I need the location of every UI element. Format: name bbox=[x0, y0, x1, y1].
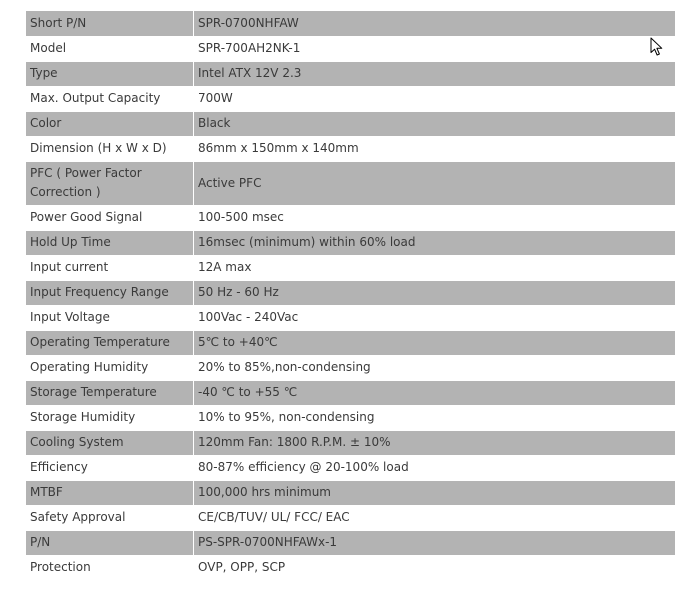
spec-table bbox=[26, 11, 675, 581]
spec-label: Input Voltage bbox=[26, 305, 194, 330]
spec-label: Storage Temperature bbox=[26, 380, 194, 405]
spec-value: SPR-700AH2NK-1 bbox=[194, 36, 676, 61]
table-row bbox=[26, 230, 675, 255]
spec-label: Protection bbox=[26, 555, 194, 580]
spec-value: OVP, OPP, SCP bbox=[194, 555, 676, 580]
spec-label: Input Frequency Range bbox=[26, 280, 194, 305]
spec-label: Safety Approval bbox=[26, 505, 194, 530]
table-row bbox=[26, 255, 675, 280]
spec-label: Efficiency bbox=[26, 455, 194, 480]
spec-value: PS-SPR-0700NHFAWx-1 bbox=[194, 530, 676, 555]
spec-value: 100Vac - 240Vac bbox=[194, 305, 676, 330]
table-row bbox=[26, 330, 675, 355]
table-row bbox=[26, 161, 675, 205]
spec-label: PFC ( Power Factor Correction ) bbox=[26, 161, 194, 205]
table-row bbox=[26, 430, 675, 455]
arrow-pointer-icon bbox=[650, 37, 664, 57]
spec-value: CE/CB/TUV/ UL/ FCC/ EAC bbox=[194, 505, 676, 530]
table-row bbox=[26, 455, 675, 480]
table-row bbox=[26, 136, 675, 161]
spec-label: Input current bbox=[26, 255, 194, 280]
spec-label: Type bbox=[26, 61, 194, 86]
spec-label: Model bbox=[26, 36, 194, 61]
spec-value: 80-87% efficiency @ 20-100% load bbox=[194, 455, 676, 480]
table-row bbox=[26, 205, 675, 230]
spec-label: Power Good Signal bbox=[26, 205, 194, 230]
spec-label: Storage Humidity bbox=[26, 405, 194, 430]
spec-value: 12A max bbox=[194, 255, 676, 280]
spec-label: Short P/N bbox=[26, 11, 194, 36]
spec-value: 16msec (minimum) within 60% load bbox=[194, 230, 676, 255]
spec-value: 5℃ to +40℃ bbox=[194, 330, 676, 355]
spec-label: P/N bbox=[26, 530, 194, 555]
table-row bbox=[26, 305, 675, 330]
spec-label: MTBF bbox=[26, 480, 194, 505]
spec-value: 86mm x 150mm x 140mm bbox=[194, 136, 676, 161]
table-row bbox=[26, 480, 675, 505]
spec-value: -40 ℃ to +55 ℃ bbox=[194, 380, 676, 405]
table-row bbox=[26, 86, 675, 111]
spec-value: 120mm Fan: 1800 R.P.M. ± 10% bbox=[194, 430, 676, 455]
spec-value: 10% to 95%, non-condensing bbox=[194, 405, 676, 430]
table-row bbox=[26, 111, 675, 136]
spec-value: SPR-0700NHFAW bbox=[194, 11, 676, 36]
spec-value: 100,000 hrs minimum bbox=[194, 480, 676, 505]
table-row bbox=[26, 555, 675, 580]
spec-value: 700W bbox=[194, 86, 676, 111]
spec-value: 20% to 85%,non-condensing bbox=[194, 355, 676, 380]
table-row bbox=[26, 405, 675, 430]
spec-label: Dimension (H x W x D) bbox=[26, 136, 194, 161]
table-row bbox=[26, 355, 675, 380]
table-row bbox=[26, 280, 675, 305]
spec-value: Black bbox=[194, 111, 676, 136]
spec-label: Max. Output Capacity bbox=[26, 86, 194, 111]
table-row bbox=[26, 11, 675, 36]
table-row bbox=[26, 530, 675, 555]
spec-label: Operating Temperature bbox=[26, 330, 194, 355]
spec-label: Hold Up Time bbox=[26, 230, 194, 255]
table-row bbox=[26, 36, 675, 61]
spec-label: Cooling System bbox=[26, 430, 194, 455]
spec-label: Operating Humidity bbox=[26, 355, 194, 380]
spec-value: Intel ATX 12V 2.3 bbox=[194, 61, 676, 86]
spec-value: 100-500 msec bbox=[194, 205, 676, 230]
spec-value: 50 Hz - 60 Hz bbox=[194, 280, 676, 305]
table-row bbox=[26, 61, 675, 86]
table-row bbox=[26, 505, 675, 530]
table-row bbox=[26, 380, 675, 405]
spec-value: Active PFC bbox=[194, 161, 676, 205]
spec-label: Color bbox=[26, 111, 194, 136]
